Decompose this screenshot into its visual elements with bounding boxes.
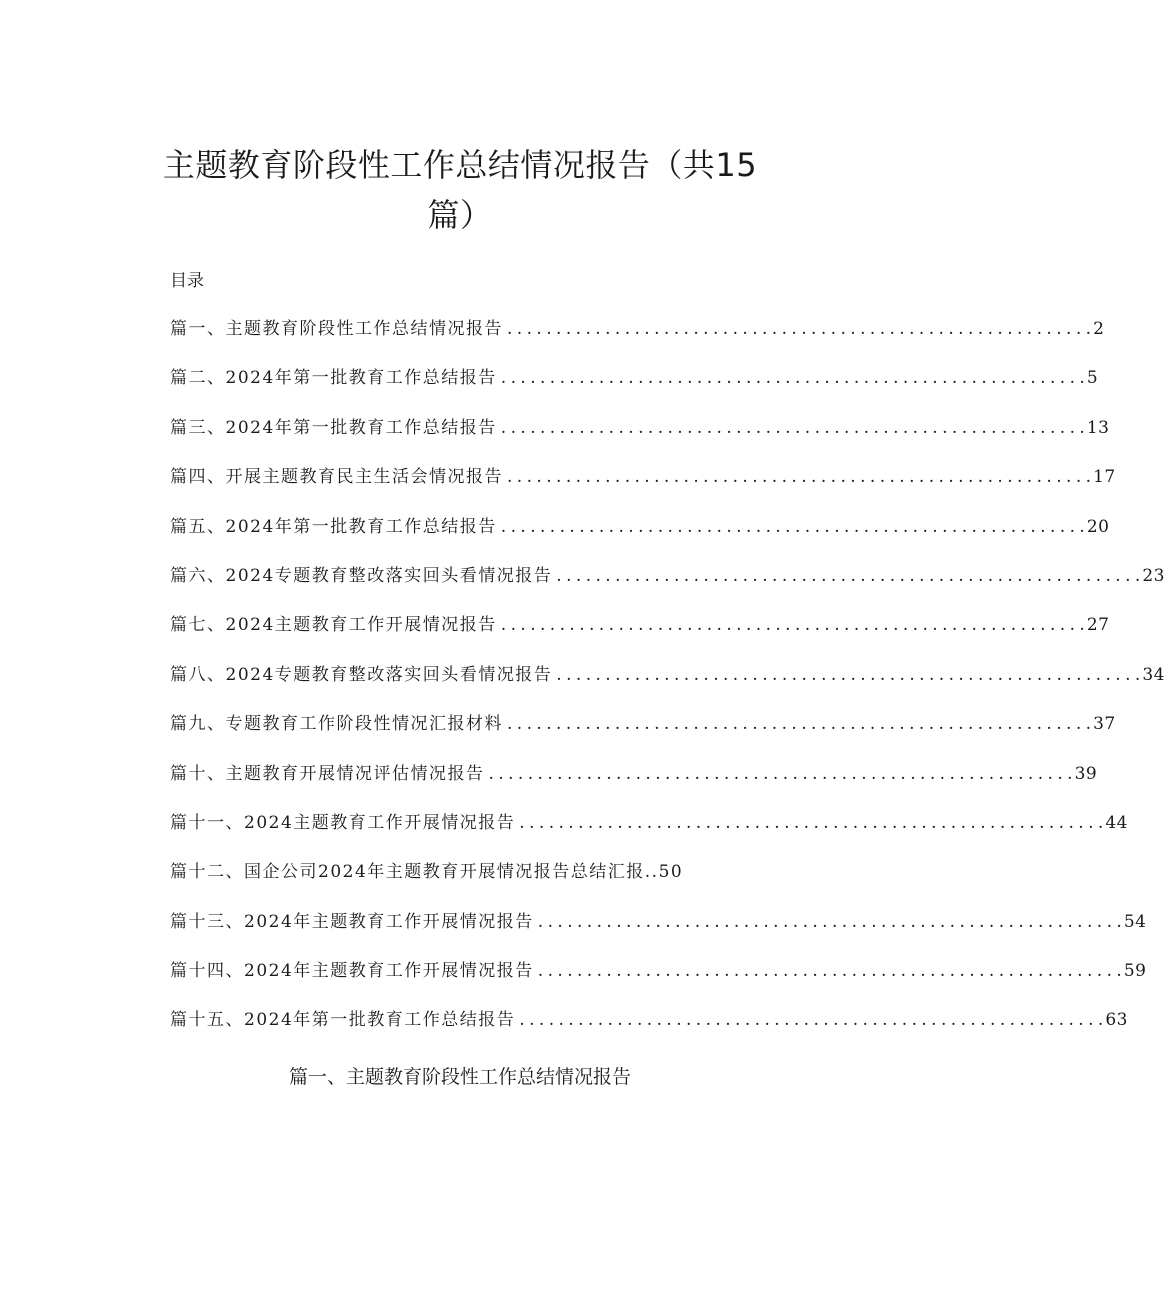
toc-entry-label: 篇九、专题教育工作阶段性情况汇报材料	[170, 714, 503, 735]
toc-entry-1[interactable]	[170, 314, 1105, 363]
toc-entry-label: 篇十、主题教育开展情况评估情况报告	[170, 763, 485, 784]
toc-entry-label: 篇十一、2024主题教育工作开展情况报告	[170, 812, 516, 833]
toc-dot-leader	[515, 808, 1105, 838]
table-of-contents	[170, 314, 1165, 1055]
toc-dot-leader	[485, 759, 1075, 789]
toc-page-number: 44	[1105, 812, 1128, 833]
toc-entry-label: 篇三、2024年第一批教育工作总结报告	[170, 417, 497, 438]
toc-dot-leader	[497, 610, 1087, 640]
toc-entry-label: 篇八、2024专题教育整改落实回头看情况报告	[170, 664, 553, 685]
toc-page-number: 27	[1086, 615, 1110, 636]
toc-entry-2[interactable]	[170, 363, 1099, 412]
toc-page-number: 54	[1123, 911, 1147, 932]
toc-dot-leader	[503, 314, 1093, 344]
toc-page-number: 34	[1142, 664, 1165, 685]
toc-entry-8[interactable]	[170, 660, 1165, 709]
toc-entry-label: 篇十三、2024年主题教育工作开展情况报告	[170, 911, 534, 932]
toc-entry-label: 篇七、2024主题教育工作开展情况报告	[170, 615, 497, 636]
toc-entry-13[interactable]	[170, 907, 1147, 956]
toc-page-number: 59	[1123, 961, 1147, 982]
toc-entry-label: 篇六、2024专题教育整改落实回头看情况报告	[170, 565, 553, 586]
toc-dot-leader	[503, 462, 1093, 492]
document-title: 主题教育阶段性工作总结情况报告（共15篇）	[162, 146, 758, 234]
toc-heading: 目录	[170, 271, 204, 291]
toc-page-number: 20	[1086, 516, 1110, 537]
toc-entry-label: 篇十五、2024年第一批教育工作总结报告	[170, 1010, 516, 1031]
toc-entry-5[interactable]	[170, 512, 1110, 561]
toc-entry-label: 篇十四、2024年主题教育工作开展情况报告	[170, 961, 534, 982]
toc-entry-label: 篇二、2024年第一批教育工作总结报告	[170, 368, 497, 389]
toc-entry-7[interactable]	[170, 610, 1110, 659]
toc-page-number: 39	[1074, 763, 1098, 784]
toc-entry-9[interactable]	[170, 709, 1116, 758]
toc-dot-leader	[497, 363, 1087, 393]
toc-entry-3[interactable]	[170, 413, 1110, 462]
toc-entry-label: 篇五、2024年第一批教育工作总结报告	[170, 516, 497, 537]
toc-entry-4[interactable]	[170, 462, 1116, 511]
toc-page-number: 37	[1093, 714, 1116, 735]
toc-entry-12[interactable]	[170, 857, 764, 906]
toc-entry-14[interactable]	[170, 956, 1147, 1005]
toc-page-number: 13	[1086, 417, 1110, 438]
toc-page-number: 63	[1105, 1010, 1128, 1031]
toc-dot-leader	[503, 709, 1093, 739]
toc-entry-label: 篇四、开展主题教育民主生活会情况报告	[170, 467, 503, 488]
toc-entry-6[interactable]	[170, 561, 1165, 610]
toc-entry-label: 篇十二、国企公司2024年主题教育开展情况报告总结汇报..50	[170, 862, 684, 883]
toc-entry-10[interactable]	[170, 759, 1098, 808]
toc-page-number: 2	[1093, 319, 1105, 339]
toc-page-number: 5	[1086, 368, 1099, 389]
toc-page-number: 17	[1093, 467, 1116, 488]
toc-dot-leader	[515, 1005, 1105, 1035]
section-heading: 篇一、主题教育阶段性工作总结情况报告	[288, 1066, 631, 1088]
toc-entry-label: 篇一、主题教育阶段性工作总结情况报告	[170, 319, 503, 339]
toc-entry-15[interactable]	[170, 1005, 1128, 1054]
toc-entry-11[interactable]	[170, 808, 1128, 857]
toc-dot-leader	[534, 956, 1124, 986]
toc-dot-leader	[497, 512, 1087, 542]
toc-dot-leader	[552, 660, 1142, 690]
toc-dot-leader	[497, 413, 1087, 443]
toc-dot-leader	[552, 561, 1142, 591]
toc-page-number: 23	[1142, 565, 1165, 586]
toc-dot-leader	[534, 907, 1124, 937]
